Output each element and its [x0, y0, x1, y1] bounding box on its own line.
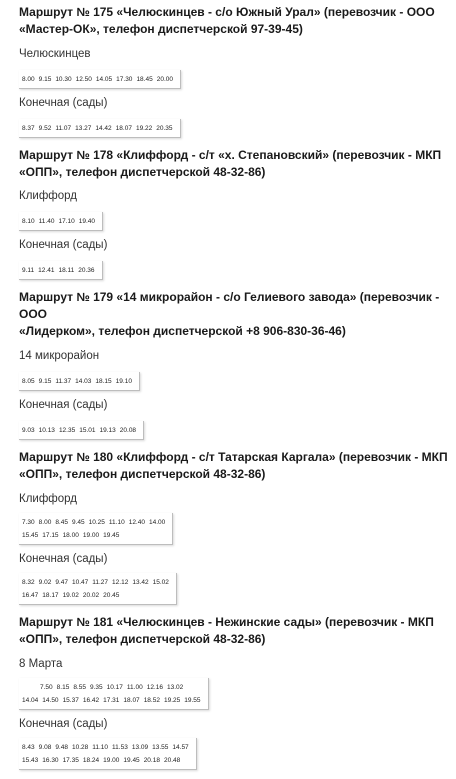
departure-time: 11.10	[92, 744, 109, 751]
times-row	[22, 375, 136, 388]
departure-time: 18.15	[95, 378, 112, 385]
departure-time: 9.02	[38, 579, 52, 586]
departure-time: 19.00	[103, 757, 120, 764]
departure-time: 10.25	[88, 519, 105, 526]
departure-time: 9.15	[38, 76, 52, 83]
departure-time: 20.45	[103, 592, 120, 599]
departure-time: 19.13	[99, 427, 116, 434]
departure-time: 9.52	[38, 125, 52, 132]
departure-time: 8.37	[22, 125, 35, 132]
departure-time: 11.27	[92, 579, 109, 586]
departure-time: 14.50	[42, 697, 59, 704]
departure-time: 17.31	[103, 697, 120, 704]
times-row	[22, 589, 173, 602]
departure-time: 18.07	[115, 125, 132, 132]
departure-time: 19.45	[103, 532, 120, 539]
departure-time: 20.35	[156, 125, 173, 132]
departure-time: 15.01	[79, 427, 96, 434]
departure-time: 14.00	[148, 519, 166, 526]
times-row	[22, 681, 205, 694]
departure-time: 9.03	[22, 427, 35, 434]
stop-name: 14 микрорайон	[19, 350, 100, 362]
times-row	[22, 694, 205, 707]
route-title-line: Маршрут № 181 «Челюскинцев - Нежинские сады» (перевозчик - МКП	[19, 615, 434, 629]
departure-time: 19.55	[184, 697, 201, 704]
departure-time: 14.05	[95, 76, 113, 83]
departure-time: 20.02	[82, 592, 100, 599]
departure-time: 15.43	[22, 757, 39, 764]
departure-time: 16.30	[42, 757, 59, 764]
departure-times-table	[19, 573, 177, 605]
departure-time: 18.11	[58, 267, 75, 274]
route-section	[19, 614, 449, 770]
route-section	[19, 449, 449, 605]
departure-time: 10.30	[55, 76, 72, 83]
times-row	[22, 264, 99, 277]
departure-times-table	[19, 738, 197, 770]
departure-time: 8.10	[22, 218, 35, 225]
departure-time: 9.11	[22, 267, 35, 274]
departure-time: 19.22	[135, 125, 153, 132]
departure-time: 11.53	[112, 744, 128, 751]
times-row	[22, 754, 193, 767]
departure-time: 19.00	[82, 532, 100, 539]
times-row	[22, 741, 193, 754]
departure-time: 13.27	[75, 125, 92, 132]
departure-time: 19.25	[163, 697, 181, 704]
route-title-line: Маршрут № 180 «Клиффорд - с/т Татарская Каргала» (перевозчик - МКП	[19, 450, 448, 464]
departure-times-table	[19, 372, 140, 391]
departure-time: 12.40	[128, 519, 145, 526]
departure-time: 15.02	[152, 579, 169, 586]
stop-name: Клиффорд	[19, 493, 77, 505]
departure-time: 20.08	[119, 427, 137, 434]
departure-time: 9.35	[89, 684, 103, 691]
departure-time: 13.55	[152, 744, 169, 751]
departure-time: 10.47	[71, 579, 89, 586]
departure-times-table	[19, 70, 181, 89]
route-title-line: Маршрут № 175 «Челюскинцев - с/о Южный Урал» (перевозчик - ООО	[19, 5, 435, 19]
times-row	[22, 122, 177, 135]
departure-time: 20.36	[78, 267, 95, 274]
departure-time: 8.05	[22, 378, 35, 385]
departure-time: 18.24	[82, 757, 100, 764]
departure-time: 15.45	[22, 532, 39, 539]
departure-time: 8.15	[56, 684, 70, 691]
departure-time: 19.40	[78, 218, 96, 225]
departure-time: 11.07	[55, 125, 72, 132]
departure-time: 11.37	[55, 378, 72, 385]
departure-time: 19.10	[115, 378, 132, 385]
departure-time: 14.04	[22, 697, 39, 704]
departure-time: 8.00	[22, 76, 35, 83]
departure-time: 18.00	[62, 532, 79, 539]
departure-time: 11.10	[108, 519, 125, 526]
departure-time: 14.42	[95, 125, 112, 132]
route-title-line: «ОПП», телефон диспетчерской 48-32-86)	[19, 632, 266, 646]
departure-time: 10.17	[106, 684, 123, 691]
departure-time: 19.02	[62, 592, 79, 599]
stop-name: Конечная (сады)	[19, 553, 108, 565]
departure-time: 9.08	[38, 744, 52, 751]
departure-times-table	[19, 678, 209, 710]
departure-time: 13.09	[131, 744, 149, 751]
route-title-line: «ОПП», телефон диспетчерской 48-32-86)	[19, 165, 266, 179]
departure-time: 8.43	[22, 744, 35, 751]
departure-time: 16.42	[82, 697, 100, 704]
route-section	[19, 4, 449, 138]
departure-time: 9.15	[38, 378, 52, 385]
departure-time: 20.18	[143, 757, 160, 764]
departure-time: 13.02	[166, 684, 184, 691]
departure-time: 10.13	[38, 427, 55, 434]
departure-time: 8.55	[73, 684, 86, 691]
departure-time: 12.35	[58, 427, 76, 434]
times-row	[22, 215, 99, 228]
departure-time: 13.42	[132, 579, 149, 586]
departure-time: 8.45	[55, 519, 68, 526]
stop-name: Клиффорд	[19, 190, 77, 202]
departure-time: 7.30	[22, 519, 35, 526]
times-row	[22, 576, 173, 589]
departure-time: 17.10	[58, 218, 75, 225]
departure-time: 17.15	[42, 532, 59, 539]
stop-name: Конечная (сады)	[19, 97, 108, 109]
route-title-line: Маршрут № 178 «Клиффорд - с/т «х. Степановский» (перевозчик - МКП	[19, 148, 442, 162]
times-row	[22, 516, 169, 529]
departure-time: 12.50	[75, 76, 92, 83]
departure-time: 18.45	[136, 76, 153, 83]
stop-name: Конечная (сады)	[19, 399, 108, 411]
times-row	[22, 424, 140, 437]
departure-time: 8.32	[22, 579, 35, 586]
departure-time: 9.47	[55, 579, 68, 586]
departure-time: 16.47	[22, 592, 39, 599]
departure-time: 12.12	[112, 579, 129, 586]
departure-times-table	[19, 261, 103, 280]
departure-time: 12.41	[38, 267, 55, 274]
stop-name: 8 Марта	[19, 658, 63, 670]
departure-times-table	[19, 119, 181, 138]
departure-time: 9.45	[71, 519, 85, 526]
departure-time: 18.52	[143, 697, 160, 704]
page-content	[19, 4, 449, 779]
route-title-line: «Лидерком», телефон диспетчерской +8 906-830-36-46)	[19, 324, 346, 338]
departure-time: 7.50	[40, 684, 53, 691]
route-section	[19, 289, 449, 440]
route-title-line: Маршрут № 179 «14 микрорайон - с/о Гелиевого завода» (перевозчик - ООО	[19, 290, 440, 321]
departure-time: 14.57	[172, 744, 189, 751]
departure-time: 14.03	[75, 378, 92, 385]
departure-time: 17.35	[62, 757, 79, 764]
departure-time: 20.48	[163, 757, 181, 764]
departure-time: 20.00	[156, 76, 173, 83]
departure-time: 18.17	[42, 592, 59, 599]
departure-time: 8.00	[38, 519, 52, 526]
departure-times-table	[19, 212, 103, 231]
route-title-line: «ОПП», телефон диспетчерской 48-32-86)	[19, 467, 266, 481]
departure-time: 11.00	[126, 684, 143, 691]
route-title-line: «Мастер-ОК», телефон диспетчерской 97-39-45)	[19, 22, 303, 36]
route-section	[19, 147, 449, 280]
departure-times-table	[19, 421, 144, 440]
departure-time: 12.16	[146, 684, 163, 691]
stop-name: Конечная (сады)	[19, 718, 108, 730]
times-row	[22, 529, 169, 542]
times-row	[22, 73, 177, 86]
stop-name: Челюскинцев	[19, 48, 91, 60]
departure-time: 18.07	[123, 697, 140, 704]
departure-time: 17.30	[116, 76, 133, 83]
departure-time: 9.48	[55, 744, 68, 751]
stop-name: Конечная (сады)	[19, 239, 108, 251]
departure-time: 11.40	[38, 218, 55, 225]
departure-time: 15.37	[62, 697, 79, 704]
departure-time: 10.28	[71, 744, 89, 751]
departure-times-table	[19, 513, 173, 545]
departure-time: 19.45	[123, 757, 140, 764]
